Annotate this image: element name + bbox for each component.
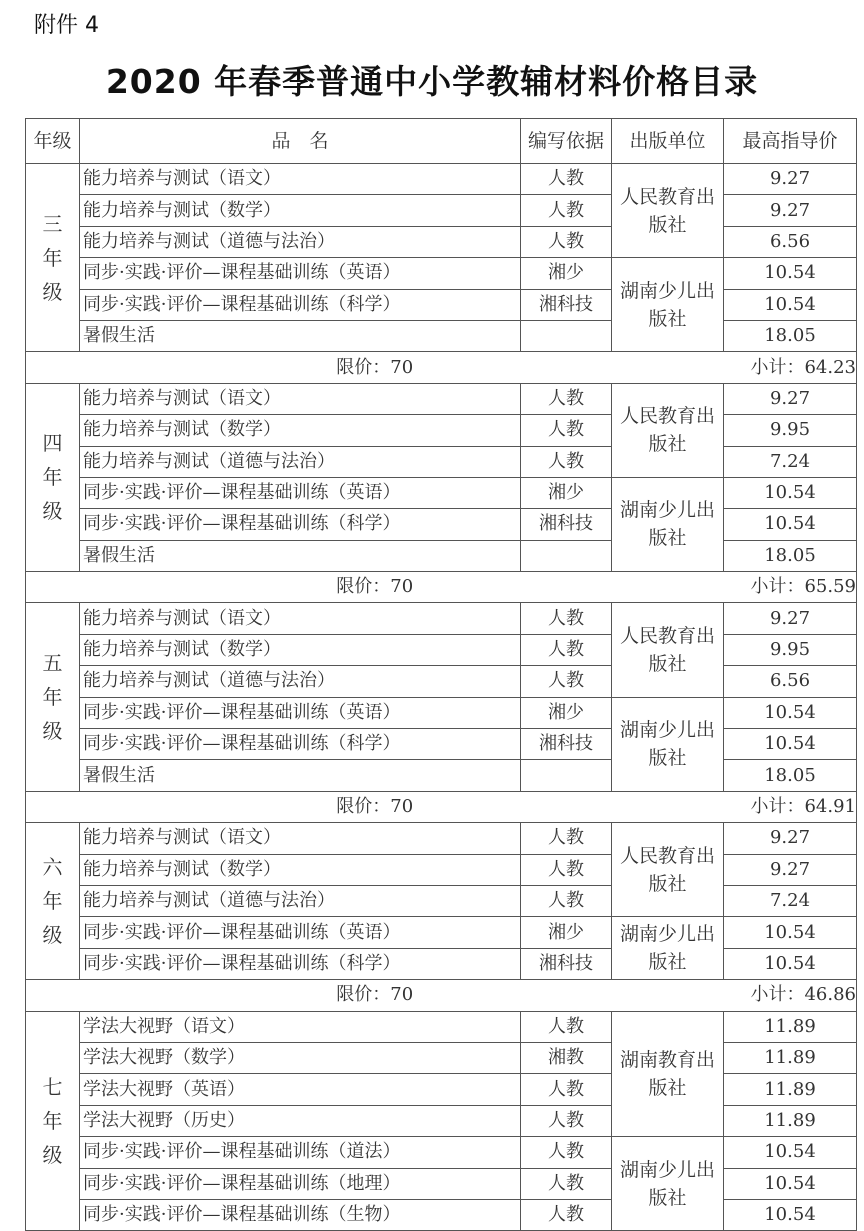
publisher-cell: 人民教育出版社: [612, 383, 724, 477]
item-basis: 人教: [521, 666, 612, 697]
item-price: 9.27: [724, 164, 857, 195]
item-price: 6.56: [724, 226, 857, 257]
table-row: [26, 226, 857, 257]
item-price: 9.95: [724, 634, 857, 665]
item-name: 同步·实践·评价—课程基础训练（生物）: [80, 1199, 521, 1230]
item-basis: 湘教: [521, 1042, 612, 1073]
item-name: 能力培养与测试（道德与法治）: [80, 226, 521, 257]
table-row: [26, 289, 857, 320]
table-row: [26, 415, 857, 446]
item-price: 11.89: [724, 1074, 857, 1105]
item-basis: 人教: [521, 603, 612, 634]
item-name: 同步·实践·评价—课程基础训练（道法）: [80, 1137, 521, 1168]
table-row: [26, 885, 857, 916]
table-row: [26, 666, 857, 697]
item-price: 10.54: [724, 509, 857, 540]
item-name: 同步·实践·评价—课程基础训练（科学）: [80, 948, 521, 979]
header-price: 最高指导价: [724, 119, 857, 164]
item-name: 学法大视野（语文）: [80, 1011, 521, 1042]
item-basis: 湘科技: [521, 729, 612, 760]
table-row: [26, 854, 857, 885]
item-name: 同步·实践·评价—课程基础训练（地理）: [80, 1168, 521, 1199]
price-limit: 限价：70: [26, 352, 724, 383]
limit-row: [26, 791, 857, 822]
item-price: 10.54: [724, 917, 857, 948]
item-name: 学法大视野（历史）: [80, 1105, 521, 1136]
table-row: [26, 1105, 857, 1136]
table-row: [26, 603, 857, 634]
item-price: 10.54: [724, 289, 857, 320]
table-row: [26, 477, 857, 508]
item-basis: 湘少: [521, 477, 612, 508]
table-row: [26, 917, 857, 948]
item-name: 能力培养与测试（道德与法治）: [80, 885, 521, 916]
item-price: 9.27: [724, 383, 857, 414]
item-price: 9.95: [724, 415, 857, 446]
publisher-cell: 湖南少儿出版社: [612, 917, 724, 980]
publisher-cell: 人民教育出版社: [612, 823, 724, 917]
item-price: 7.24: [724, 446, 857, 477]
table-row: [26, 823, 857, 854]
item-price: 18.05: [724, 760, 857, 791]
item-price: 10.54: [724, 1168, 857, 1199]
grade-cell: [26, 823, 80, 980]
item-basis: 人教: [521, 1168, 612, 1199]
table-row: [26, 1074, 857, 1105]
table-row: [26, 697, 857, 728]
item-basis: 湘少: [521, 258, 612, 289]
table-row: [26, 164, 857, 195]
table-row: [26, 195, 857, 226]
grade-label: 三年级: [42, 211, 63, 304]
grade-label: 六年级: [42, 855, 63, 948]
item-price: 11.89: [724, 1105, 857, 1136]
item-name: 同步·实践·评价—课程基础训练（英语）: [80, 477, 521, 508]
item-name: 能力培养与测试（数学）: [80, 854, 521, 885]
publisher-cell: 湖南少儿出版社: [612, 477, 724, 571]
price-limit: 限价：70: [26, 980, 724, 1011]
limit-row: [26, 980, 857, 1011]
header-name: 品 名: [80, 119, 521, 164]
limit-row: [26, 572, 857, 603]
item-price: 10.54: [724, 258, 857, 289]
header-basis: 编写依据: [521, 119, 612, 164]
table-row: [26, 729, 857, 760]
item-price: 9.27: [724, 603, 857, 634]
document-title: 2020 年春季普通中小学教辅材料价格目录: [105, 62, 759, 101]
item-basis: 湘少: [521, 917, 612, 948]
item-basis: 人教: [521, 226, 612, 257]
table-row: [26, 1168, 857, 1199]
item-name: 同步·实践·评价—课程基础训练（英语）: [80, 917, 521, 948]
table-row: [26, 509, 857, 540]
item-name: 能力培养与测试（语文）: [80, 603, 521, 634]
table-row: [26, 320, 857, 351]
item-name: 同步·实践·评价—课程基础训练（科学）: [80, 289, 521, 320]
item-basis: 人教: [521, 415, 612, 446]
price-limit: 限价：70: [26, 791, 724, 822]
grade-cell: [26, 603, 80, 791]
item-name: 学法大视野（数学）: [80, 1042, 521, 1073]
item-basis: [521, 760, 612, 791]
item-basis: 湘科技: [521, 509, 612, 540]
item-price: 11.89: [724, 1042, 857, 1073]
item-basis: [521, 540, 612, 571]
item-price: 10.54: [724, 1199, 857, 1230]
attachment-label: 附件 4: [34, 13, 99, 38]
publisher-cell: 湖南少儿出版社: [612, 258, 724, 352]
item-name: 能力培养与测试（语文）: [80, 383, 521, 414]
item-basis: 人教: [521, 446, 612, 477]
item-price: 9.27: [724, 195, 857, 226]
item-basis: [521, 320, 612, 351]
item-name: 能力培养与测试（数学）: [80, 634, 521, 665]
item-name: 暑假生活: [80, 540, 521, 571]
item-basis: 湘科技: [521, 948, 612, 979]
table-row: [26, 634, 857, 665]
subtotal: 小计：64.23: [724, 352, 857, 383]
table-row: [26, 1199, 857, 1230]
item-price: 10.54: [724, 1137, 857, 1168]
publisher-cell: 人民教育出版社: [612, 164, 724, 258]
item-name: 能力培养与测试（语文）: [80, 823, 521, 854]
item-basis: 人教: [521, 1137, 612, 1168]
item-name: 能力培养与测试（道德与法治）: [80, 446, 521, 477]
item-name: 能力培养与测试（数学）: [80, 415, 521, 446]
table-row: [26, 258, 857, 289]
item-price: 9.27: [724, 823, 857, 854]
item-name: 暑假生活: [80, 760, 521, 791]
grade-label: 七年级: [42, 1074, 63, 1167]
item-basis: 人教: [521, 1199, 612, 1230]
item-price: 10.54: [724, 697, 857, 728]
item-basis: 人教: [521, 1105, 612, 1136]
item-basis: 人教: [521, 164, 612, 195]
price-table: [25, 118, 857, 1231]
table-row: [26, 760, 857, 791]
grade-label: 四年级: [42, 431, 63, 524]
price-limit: 限价：70: [26, 572, 724, 603]
table-row: [26, 540, 857, 571]
item-basis: 人教: [521, 1011, 612, 1042]
grade-label: 五年级: [42, 651, 63, 744]
item-price: 10.54: [724, 477, 857, 508]
item-name: 同步·实践·评价—课程基础训练（科学）: [80, 509, 521, 540]
grade-cell: [26, 1011, 80, 1231]
subtotal: 小计：65.59: [724, 572, 857, 603]
table-row: [26, 948, 857, 979]
subtotal: 小计：64.91: [724, 791, 857, 822]
item-basis: 人教: [521, 823, 612, 854]
table-row: [26, 1011, 857, 1042]
item-name: 暑假生活: [80, 320, 521, 351]
item-price: 6.56: [724, 666, 857, 697]
publisher-cell: 人民教育出版社: [612, 603, 724, 697]
item-price: 10.54: [724, 729, 857, 760]
item-name: 能力培养与测试（道德与法治）: [80, 666, 521, 697]
table-row: [26, 446, 857, 477]
item-name: 同步·实践·评价—课程基础训练（英语）: [80, 697, 521, 728]
publisher-cell: 湖南少儿出版社: [612, 697, 724, 791]
item-name: 学法大视野（英语）: [80, 1074, 521, 1105]
subtotal: 小计：46.86: [724, 980, 857, 1011]
item-basis: 人教: [521, 1074, 612, 1105]
item-price: 7.24: [724, 885, 857, 916]
table-header-row: [26, 119, 857, 164]
item-price: 18.05: [724, 320, 857, 351]
item-basis: 湘科技: [521, 289, 612, 320]
table-row: [26, 1042, 857, 1073]
table-row: [26, 383, 857, 414]
item-name: 能力培养与测试（语文）: [80, 164, 521, 195]
publisher-cell: 湖南教育出版社: [612, 1011, 724, 1137]
item-price: 18.05: [724, 540, 857, 571]
table-row: [26, 1137, 857, 1168]
item-basis: 人教: [521, 383, 612, 414]
item-price: 11.89: [724, 1011, 857, 1042]
item-name: 能力培养与测试（数学）: [80, 195, 521, 226]
limit-row: [26, 352, 857, 383]
item-basis: 人教: [521, 854, 612, 885]
item-name: 同步·实践·评价—课程基础训练（科学）: [80, 729, 521, 760]
item-price: 10.54: [724, 948, 857, 979]
header-grade: 年级: [26, 119, 80, 164]
item-basis: 湘少: [521, 697, 612, 728]
item-basis: 人教: [521, 885, 612, 916]
item-price: 9.27: [724, 854, 857, 885]
item-basis: 人教: [521, 634, 612, 665]
grade-cell: [26, 383, 80, 571]
item-basis: 人教: [521, 195, 612, 226]
publisher-cell: 湖南少儿出版社: [612, 1137, 724, 1231]
grade-cell: [26, 164, 80, 352]
item-name: 同步·实践·评价—课程基础训练（英语）: [80, 258, 521, 289]
header-publisher: 出版单位: [612, 119, 724, 164]
